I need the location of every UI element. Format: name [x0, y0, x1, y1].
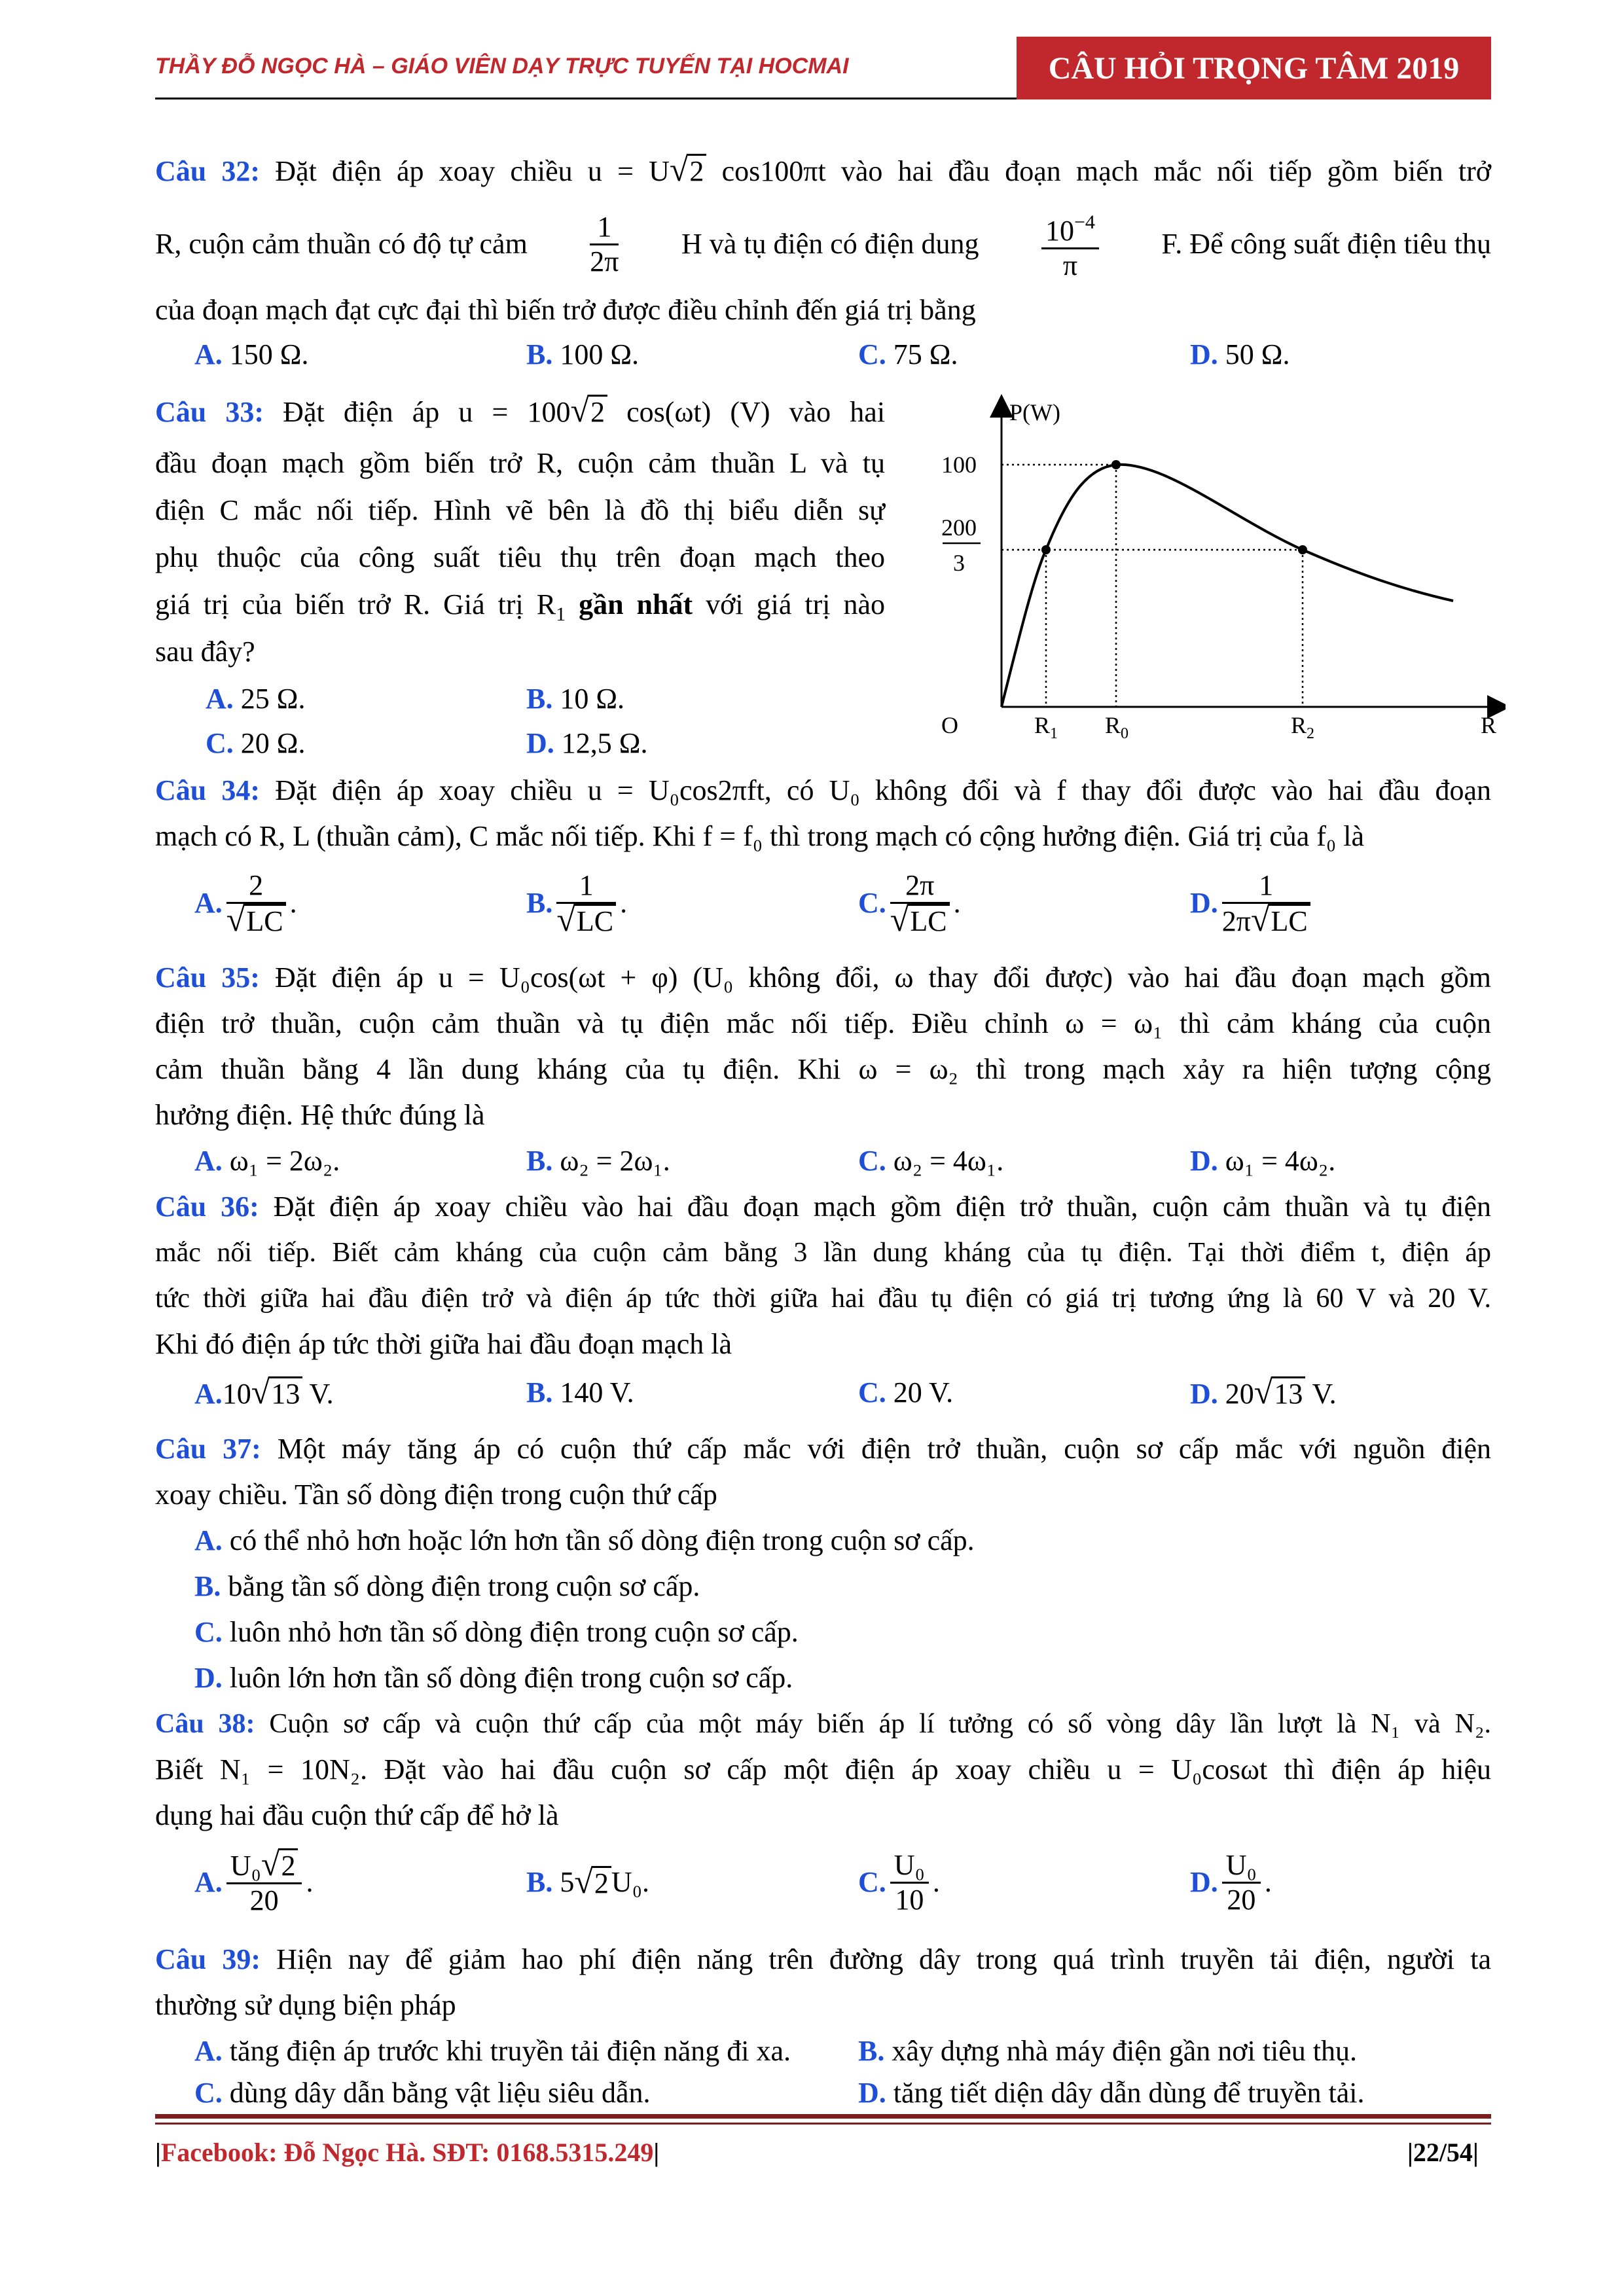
sqrt-sign: √: [890, 901, 909, 939]
radicand: 13: [1271, 1376, 1305, 1410]
sqrt-sign: √: [570, 392, 590, 429]
q38-text: Cuộn sơ cấp và cuộn thứ cấp của một máy biến áp lí tưởng có số vòng dây lần lượt là N₁ và N₂.: [269, 1709, 1491, 1739]
q32-text-2: cos100πt vào hai đầu đoạn mạch mắc nối tiếp gồm biến trở: [721, 155, 1492, 187]
opt-frac: [226, 869, 286, 938]
q33-sub: 1: [556, 603, 566, 625]
frac-den: 20: [249, 1884, 279, 1916]
q39-label: Câu 39:: [155, 1943, 261, 1975]
sqrt-sign: √: [1251, 901, 1270, 939]
opt-key: D.: [1190, 1378, 1218, 1410]
q33-formula: u = 100: [458, 396, 571, 428]
opt-value: luôn lớn hơn tần số dòng điện trong cuộn sơ cấp.: [229, 1662, 793, 1694]
opt-key: A.: [194, 887, 223, 919]
opt-key: D.: [194, 1662, 223, 1694]
radicand: LC: [244, 904, 285, 937]
q35-opt-d: [1190, 1143, 1335, 1179]
x-tick-r0: $R_0$: [1105, 712, 1129, 742]
q39-opt-d: [858, 2075, 1364, 2111]
q33-radicand: 2: [588, 395, 607, 428]
radicand: LC: [1269, 904, 1310, 937]
opt-key: D.: [1190, 887, 1218, 919]
frac-den: 2π: [590, 245, 619, 278]
q35-label: Câu 35:: [155, 961, 260, 994]
opt-value: 75 Ω.: [893, 338, 958, 370]
q34-line1: [155, 772, 1491, 809]
footer-rule-thin: [155, 2123, 1491, 2125]
frac-num: 2π: [890, 869, 950, 904]
q33-text-4: với giá trị nào: [706, 588, 885, 620]
q38-label: Câu 38:: [155, 1709, 255, 1739]
opt-frac: [1222, 869, 1310, 938]
opt-value: ω₂ = 2ω₁.: [560, 1145, 670, 1177]
frac-den: [226, 901, 286, 939]
frac-den-prefix: 2π: [1221, 905, 1251, 937]
q36-line3: tức thời giữa hai đầu điện trở và điện áp tức thời giữa hai đầu tụ điện có giá trị tương ứng là 60 V và 20 V.: [155, 1283, 1491, 1314]
q36-line4: Khi đó điện áp tức thời giữa hai đầu đoạn mạch là: [155, 1328, 732, 1360]
q37-opt-b: [194, 1568, 700, 1605]
header-badge: CÂU HỎI TRỌNG TÂM 2019: [1017, 37, 1491, 99]
point-r2: [1298, 545, 1307, 554]
opt-key: B.: [526, 1376, 553, 1408]
q35-line2: điện trở thuần, cuộn cảm thuần và tụ điện mắc nối tiếp. Điều chỉnh ω = ω₁ thì cảm kháng của cuộn: [155, 1007, 1491, 1039]
opt-key: B.: [194, 1570, 221, 1602]
y-tick-200: 200: [941, 514, 977, 541]
q39-opt-a: [194, 2033, 791, 2070]
header-title: THẦY ĐỖ NGỌC HÀ – GIÁO VIÊN DẠY TRỰC TUYẾN TẠI HOCMAI: [155, 54, 849, 79]
opt-key: A.: [194, 1524, 223, 1556]
q36-label: Câu 36:: [155, 1191, 259, 1223]
sqrt-sign: √: [226, 901, 245, 939]
opt-key: A.: [194, 2035, 223, 2067]
q35-line3: cảm thuần bằng 4 lần dung kháng của tụ điện. Khi ω = ω₂ thì trong mạch xảy ra hiện tượng cộng: [155, 1053, 1491, 1085]
q33-opt-b: [526, 681, 624, 717]
q34-opt-a: A. $\frac{2}{√LC}$ .: [194, 869, 297, 939]
q34-opt-c: C. $\frac{2\pi}{√LC}$ .: [858, 869, 961, 939]
q36-line2: mắc nối tiếp. Biết cảm kháng của cuộn cảm bằng 3 lần dung kháng của tụ điện. Tại thời điểm t, điện áp: [155, 1238, 1491, 1268]
frac-den: 10: [895, 1883, 924, 1916]
q36-text: Đặt điện áp xoay chiều vào hai đầu đoạn mạch gồm điện trở thuần, cuộn cảm thuần và tụ điện: [273, 1191, 1492, 1223]
page-number-text: 22/54: [1413, 2138, 1473, 2167]
q32-label: Câu 32:: [155, 155, 261, 187]
point-r1: [1041, 545, 1051, 554]
y-tick-100: 100: [941, 452, 977, 478]
opt-key: B.: [526, 338, 553, 370]
q37-opt-a: [194, 1522, 975, 1559]
q32-opt-b: [526, 336, 639, 373]
radicand: LC: [574, 904, 616, 937]
opt-key: D.: [1190, 1145, 1218, 1177]
q32-opt-d: [1190, 336, 1290, 373]
q33-text-3: giá trị của biến trở R. Giá trị R: [155, 588, 556, 620]
opt-key: C.: [858, 1376, 886, 1408]
frac-num: 2: [226, 869, 286, 904]
opt-key: A.: [194, 338, 223, 370]
q33-opt-d: [526, 725, 647, 762]
footer-contact: [155, 2137, 659, 2168]
opt-value: 25 Ω.: [240, 683, 306, 715]
frac-num: 1: [1222, 869, 1310, 904]
q32-line1: [155, 152, 1491, 190]
radicand: LC: [907, 904, 949, 937]
q32-line2: [155, 208, 1491, 280]
frac-num: 1: [556, 869, 616, 904]
opt-value: tăng tiết diện dây dẫn dùng để truyền tải.: [893, 2077, 1365, 2109]
q34-line2: mạch có R, L (thuần cảm), C mắc nối tiếp. Khi f = f₀ thì trong mạch có cộng hưởng điện. Giá trị của f₀ là: [155, 820, 1365, 852]
q32-capacitance-frac: [1041, 206, 1099, 282]
q33-line1: [155, 393, 885, 431]
q37-opt-d: [194, 1660, 793, 1696]
opt-frac: [890, 1849, 929, 1916]
opt-key: C.: [194, 2077, 223, 2109]
opt-key: B.: [526, 887, 553, 919]
q35-line1: [155, 960, 1491, 996]
opt-key: C.: [194, 1616, 223, 1648]
opt-key: D.: [1190, 338, 1218, 370]
opt-value: tăng điện áp trước khi truyền tải điện năng đi xa.: [229, 2035, 791, 2067]
q36-opt-b: [526, 1374, 634, 1411]
frac-den: [1221, 901, 1310, 939]
opt-key: B.: [858, 2035, 885, 2067]
page-number: |22/54|: [1407, 2138, 1479, 2167]
origin-label: O: [941, 712, 958, 738]
radicand: 2: [592, 1866, 611, 1899]
frac-num-pow: [1041, 206, 1099, 249]
q34-opt-d: [1190, 864, 1314, 942]
opt-value: có thể nhỏ hơn hoặc lớn hơn tần số dòng điện trong cuộn sơ cấp.: [229, 1524, 975, 1556]
footer-rule-thick: [155, 2114, 1491, 2119]
opt-value: bằng tần số dòng điện trong cuộn sơ cấp.: [228, 1570, 700, 1602]
opt-frac: [890, 869, 950, 938]
q38-opt-b: [526, 1843, 649, 1922]
opt-key: C.: [206, 727, 234, 759]
q37-opt-c: [194, 1614, 799, 1651]
q38-opt-c: C. $\frac{\text{U₀}}{10}$ .: [858, 1848, 940, 1916]
pow-exp: −4: [1074, 211, 1095, 233]
footer-bar: |: [155, 2138, 161, 2167]
q35-text: Đặt điện áp u = U₀cos(ωt + φ) (U₀ không đổi, ω thay đổi được) vào hai đầu đoạn mạch gồm: [275, 961, 1492, 994]
opt-key: A.: [194, 1866, 223, 1898]
q39-opt-c: [194, 2075, 651, 2111]
opt-value: 20 V.: [893, 1376, 954, 1408]
opt-key: C.: [858, 338, 886, 370]
q39-line2: thường sử dụng biện pháp: [155, 1989, 456, 2021]
q33-opt-a: [206, 681, 305, 717]
q37-line1: [155, 1431, 1491, 1467]
q33-label: Câu 33:: [155, 396, 264, 428]
radicand: 2: [278, 1848, 298, 1882]
header-rule: [155, 98, 1017, 99]
q39-line1: [155, 1941, 1491, 1978]
pow-base: 10: [1045, 215, 1074, 247]
opt-frac: [556, 869, 616, 938]
sqrt-sign: √: [556, 901, 575, 939]
num-text: U₀: [230, 1849, 261, 1882]
frac-den: 20: [1227, 1883, 1256, 1916]
q32-text-4: H và tụ điện có điện dung: [681, 228, 979, 260]
frac-num: U₀: [1222, 1849, 1261, 1884]
opt-frac: [226, 1845, 302, 1917]
sqrt-sign: √: [251, 1374, 270, 1411]
opt-key: C.: [858, 1145, 886, 1177]
sqrt-sign: √: [574, 1863, 593, 1901]
x-tick-r2: $R_2$: [1291, 712, 1315, 742]
opt-coef: 10: [222, 1378, 251, 1410]
opt-value: ω₁ = 2ω₂.: [229, 1145, 340, 1177]
q33-text: Đặt điện áp: [283, 396, 440, 428]
q36-opt-c: [858, 1374, 953, 1411]
footer-contact-text: Facebook: Đỗ Ngọc Hà. SĐT: 0168.5315.249: [160, 2138, 654, 2167]
q35-opt-c: [858, 1143, 1003, 1179]
opt-value: 12,5 Ω.: [561, 727, 648, 759]
q38-line2: Biết N₁ = 10N₂. Đặt vào hai đầu cuộn sơ cấp một điện áp xoay chiều u = U₀cosωt thì điện áp hiệu: [155, 1753, 1491, 1785]
q33-line3: điện C mắc nối tiếp. Hình vẽ bên là đồ thị biểu diễn sự: [155, 494, 885, 526]
point-r0: [1111, 460, 1121, 469]
opt-value: xây dựng nhà máy điện gần nơi tiêu thụ.: [892, 2035, 1357, 2067]
q32-inductance-frac: [590, 211, 619, 278]
q33-power-graph: [929, 393, 1506, 759]
opt-frac: [1222, 1849, 1261, 1916]
q36-line1: [155, 1189, 1491, 1225]
frac-den: [890, 901, 950, 939]
q33-line6: sau đây?: [155, 636, 255, 668]
q33-line2: đầu đoạn mạch gồm biến trở R, cuộn cảm thuần L và tụ: [155, 447, 885, 479]
q32-text: Đặt điện áp xoay chiều u = U: [275, 155, 670, 187]
sqrt-sign: √: [261, 1845, 280, 1883]
opt-key: C.: [858, 1866, 886, 1898]
q32-radicand: 2: [687, 154, 706, 187]
opt-key: B.: [526, 1145, 553, 1177]
opt-key: D.: [858, 2077, 886, 2109]
frac-den: [556, 901, 616, 939]
opt-unit: V.: [1312, 1378, 1337, 1410]
opt-key: A.: [194, 1378, 223, 1410]
q38-line1: [155, 1706, 1491, 1742]
q38-line3: dụng hai đầu cuộn thứ cấp để hở là: [155, 1799, 559, 1831]
frac-den: π: [1062, 249, 1078, 281]
sqrt-sign: √: [669, 151, 689, 188]
radicand: 13: [268, 1376, 302, 1410]
q32-text-3: R, cuộn cảm thuần có độ tự cảm: [155, 228, 528, 260]
q34-opt-b: B. $\frac{1}{√LC}$ .: [526, 869, 628, 939]
q36-opt-d: [1190, 1374, 1337, 1412]
opt-value: 50 Ω.: [1225, 338, 1290, 370]
q35-opt-b: [526, 1143, 670, 1179]
opt-value: 100 Ω.: [560, 338, 640, 370]
q32-text-5: F. Để công suất điện tiêu thụ: [1161, 228, 1491, 260]
q33-line4: phụ thuộc của công suất tiêu thụ trên đoạn mạch theo: [155, 541, 885, 573]
opt-key: C.: [858, 887, 886, 919]
opt-key: D.: [1190, 1866, 1218, 1898]
opt-value: luôn nhỏ hơn tần số dòng điện trong cuộn sơ cấp.: [229, 1616, 799, 1648]
sqrt-sign: √: [1254, 1374, 1273, 1411]
opt-value: 140 V.: [560, 1376, 634, 1408]
footer-bar: |: [653, 2138, 660, 2167]
opt-unit: U₀.: [611, 1866, 650, 1898]
opt-value: 20 Ω.: [240, 727, 306, 759]
x-tick-r1: $R_1$: [1034, 712, 1058, 742]
opt-coef: 5: [560, 1866, 575, 1898]
q39-opt-b: [858, 2033, 1357, 2070]
opt-coef: 20: [1225, 1378, 1254, 1410]
q34-label: Câu 34:: [155, 774, 261, 806]
q34-text: Đặt điện áp xoay chiều u = U₀cos2πft, có U₀ không đổi và f thay đổi được vào hai đầu đoạn: [275, 774, 1491, 806]
opt-key: B.: [526, 1866, 553, 1898]
q37-label: Câu 37:: [155, 1433, 261, 1465]
q33-line5: [155, 586, 885, 633]
x-axis-label: R: [1481, 712, 1497, 738]
q38-opt-a: A. $\frac{\text{U₀√2}}{20}$ .: [194, 1845, 314, 1916]
opt-value: ω₂ = 4ω₁.: [893, 1145, 1004, 1177]
frac-num: 1: [590, 211, 619, 245]
q38-opt-d: D. $\frac{\text{U₀}}{20}$ .: [1190, 1848, 1272, 1916]
frac-num: [226, 1845, 302, 1884]
q33-opt-c: [206, 725, 305, 762]
q37-line2: xoay chiều. Tần số dòng điện trong cuộn thứ cấp: [155, 1479, 717, 1511]
q32-line3: của đoạn mạch đạt cực đại thì biến trở được điều chỉnh đến giá trị bằng: [155, 294, 976, 326]
q32-opt-c: [858, 336, 958, 373]
opt-unit: V.: [309, 1378, 334, 1410]
opt-value: 10 Ω.: [560, 683, 625, 715]
power-curve: [1001, 465, 1453, 707]
q33-emphasis: gần nhất: [579, 588, 693, 620]
frac-num: U₀: [890, 1849, 929, 1884]
q37-text: Một máy tăng áp có cuộn thứ cấp mắc với điện trở thuần, cuộn sơ cấp mắc với nguồn điện: [277, 1433, 1492, 1465]
y-tick-3: 3: [953, 550, 965, 576]
opt-value: 150 Ω.: [229, 338, 309, 370]
opt-key: D.: [526, 727, 554, 759]
opt-key: A.: [206, 683, 234, 715]
q33-text-2: cos(ωt) (V) vào hai: [626, 396, 886, 428]
q39-text: Hiện nay để giảm hao phí điện năng trên đường dây trong quá trình truyền tải điện, người ta: [276, 1943, 1491, 1975]
opt-value: dùng dây dẫn bằng vật liệu siêu dẫn.: [229, 2077, 651, 2109]
q36-opt-a: [194, 1374, 334, 1412]
opt-key: B.: [526, 683, 553, 715]
opt-key: A.: [194, 1145, 223, 1177]
q35-line4: hưởng điện. Hệ thức đúng là: [155, 1099, 485, 1131]
q32-opt-a: [194, 336, 308, 373]
q35-opt-a: [194, 1143, 340, 1179]
opt-value: ω₁ = 4ω₂.: [1225, 1145, 1336, 1177]
y-axis-label: P(W): [1009, 399, 1060, 425]
